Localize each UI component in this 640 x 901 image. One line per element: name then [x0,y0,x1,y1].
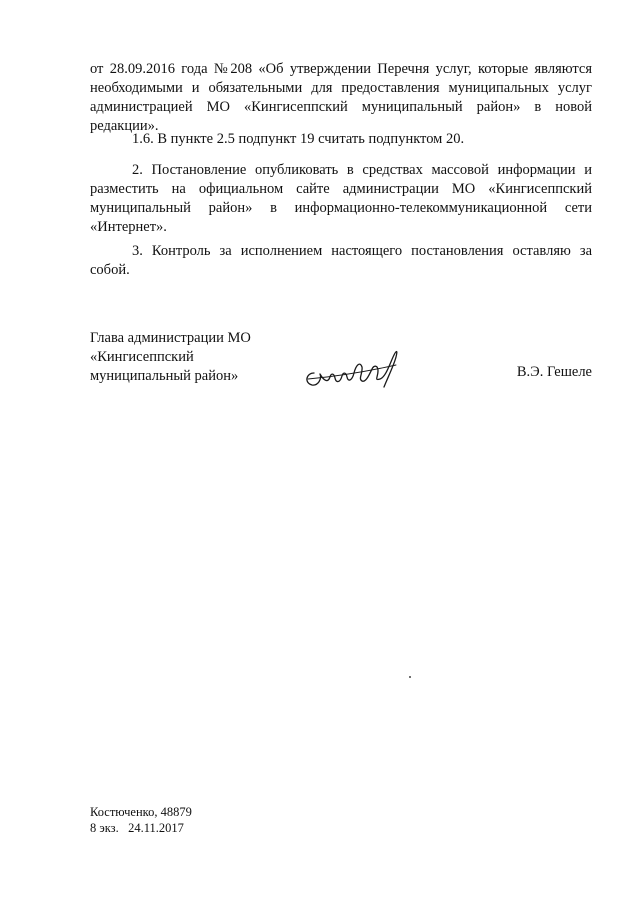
signatory-title-line-3: муниципальный район» [90,368,239,384]
signatory-title-line-1: Глава администрации МО [90,330,251,346]
paragraph-continuation [90,60,592,136]
footer-executor: Костюченко, 48879 [90,805,192,819]
signer-name: В.Э. Гешеле [516,364,592,380]
paragraph-item-3 [90,242,592,280]
signatory-title [90,329,290,386]
item-3-text: 3. Контроль за исполнением настоящего постановления оставляю за собой. [90,243,592,278]
signatory-title-line-2: «Кингисеппский [90,349,194,365]
footer-copies-date: 8 экз. 24.11.2017 [90,821,184,835]
paragraph-continuation-text: от 28.09.2016 года №208 «Об утверждении Перечня услуг, которые являются необходимыми и обязательными для предоставления муниципальных услуг администрацией МО «Кингисеппский муниципальный район» в новой редакции». [90,61,592,134]
paragraph-item-1-6 [90,130,592,149]
handwritten-signature [300,343,410,393]
scan-speck [409,676,411,678]
paragraph-item-2 [90,161,592,237]
footer [90,804,192,836]
item-1-6-text: 1.6. В пункте 2.5 подпункт 19 считать подпунктом 20. [132,131,465,147]
item-2-text: 2. Постановление опубликовать в средствах массовой информации и разместить на официальном сайте администрации МО «Кингисеппский муниципальный район» в информационно-телекоммуникационной сети «Интернет». [90,162,592,235]
